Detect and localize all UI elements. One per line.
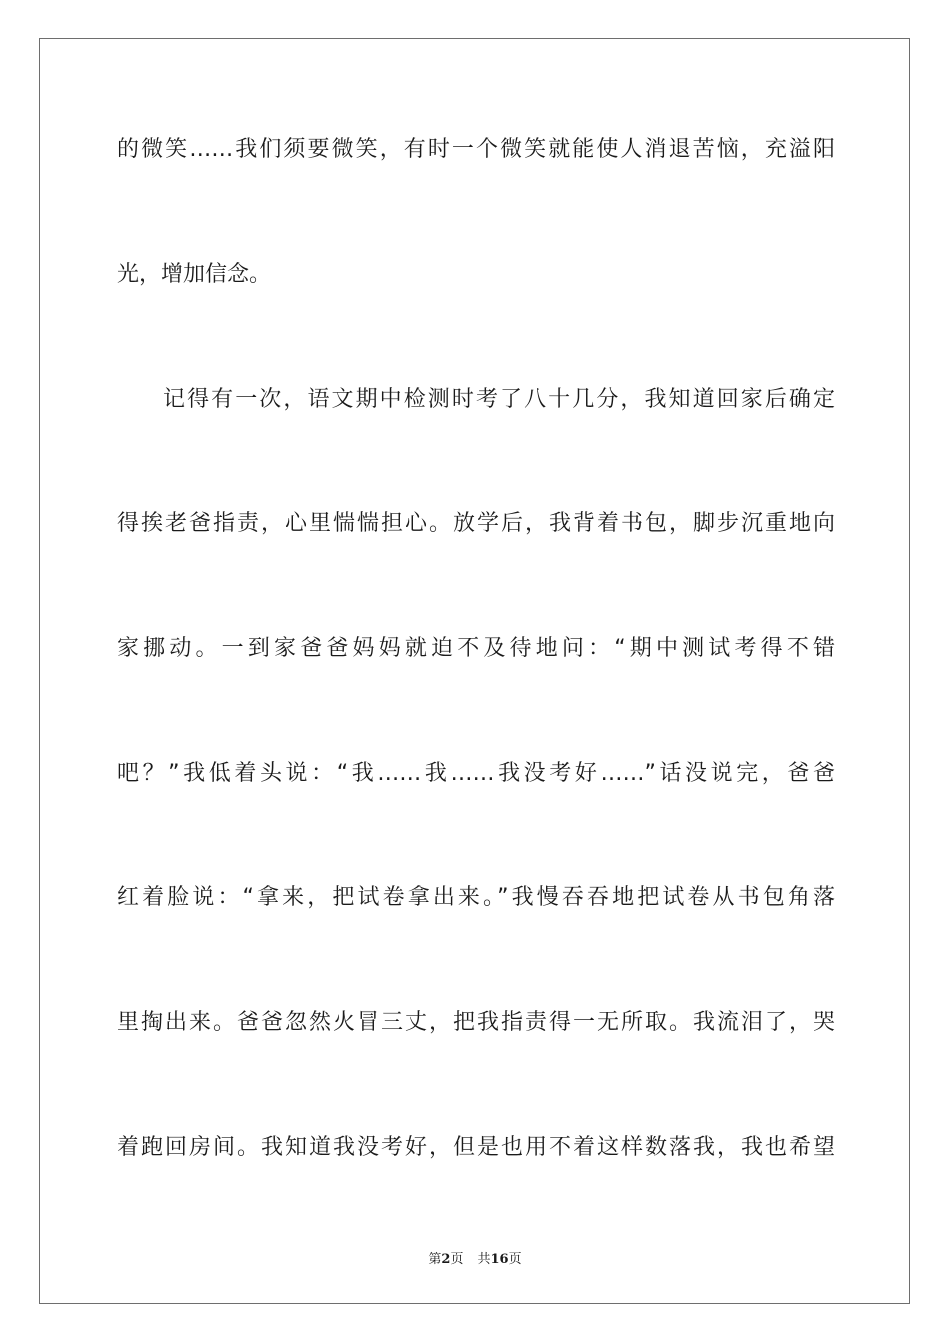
text-line-1: 的微笑……我们须要微笑，有时一个微笑就能使人消退苦恼，充溢阳	[117, 137, 835, 162]
text-line-8: 里掏出来。爸爸忽然火冒三丈，把我指责得一无所取。我流泪了，哭	[117, 1010, 835, 1035]
footer-total-suffix: 页	[508, 1252, 522, 1267]
footer-total-prefix: 共	[477, 1252, 491, 1267]
footer-page-number: 2	[441, 1252, 451, 1267]
text-line-9: 着跑回房间。我知道我没考好，但是也用不着这样数落我，我也希望	[117, 1135, 835, 1160]
footer-page-suffix: 页	[450, 1252, 464, 1267]
text-line-5: 家挪动。一到家爸爸妈妈就迫不及待地问：“期中测试考得不错	[117, 636, 835, 661]
text-line-4: 得挨老爸指责，心里惴惴担心。放学后，我背着书包，脚步沉重地向	[117, 511, 835, 536]
text-line-2: 光，增加信念。	[117, 262, 272, 287]
text-line-6: 吧？”我低着头说：“我……我……我没考好……”话没说完，爸爸	[117, 761, 835, 786]
page-footer	[0, 1248, 950, 1267]
page-border	[39, 38, 910, 1304]
text-line-3: 记得有一次，语文期中检测时考了八十几分，我知道回家后确定	[163, 387, 835, 412]
footer-page-prefix: 第	[428, 1252, 442, 1267]
text-line-7: 红着脸说：“拿来，把试卷拿出来。”我慢吞吞地把试卷从书包角落	[117, 885, 835, 910]
footer-total-pages: 16	[490, 1252, 509, 1267]
